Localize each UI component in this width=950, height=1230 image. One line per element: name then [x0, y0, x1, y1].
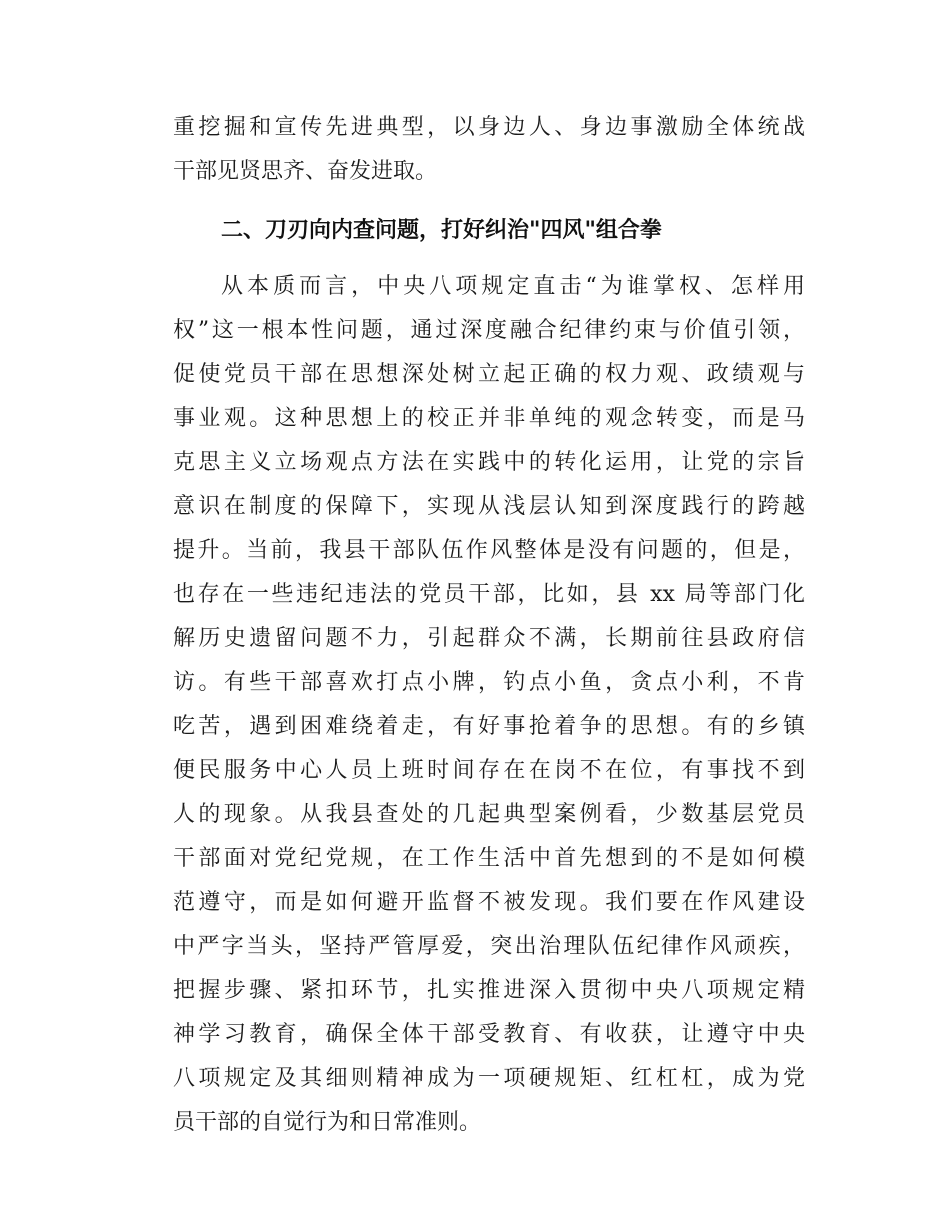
paragraph-line-16: 中严字当头，坚持严管厚爱，突出治理队伍纪律作风顽疾， [173, 934, 805, 959]
paragraph-line-1: 从本质而言，中央八项规定直击“为谁掌权、怎样用 [221, 274, 805, 299]
paragraph-line-12: 便民服务中心人员上班时间存在在岗不在位，有事找不到 [173, 758, 805, 783]
paragraph-line-6: 意识在制度的保障下，实现从浅层认知到深度践行的跨越 [173, 494, 805, 519]
paragraph-line-2: 权”这一根本性问题，通过深度融合纪律约束与价值引领， [173, 318, 805, 343]
paragraph-line-3: 促使党员干部在思想深处树立起正确的权力观、政绩观与 [173, 362, 805, 387]
paragraph-line-18: 神学习教育，确保全体干部受教育、有收获，让遵守中央 [173, 1022, 805, 1047]
paragraph-line-9: 解历史遗留问题不力，引起群众不满，长期前往县政府信 [173, 626, 805, 651]
paragraph-line-19: 八项规定及其细则精神成为一项硬规矩、红杠杠，成为党 [173, 1066, 805, 1091]
paragraph-line-7: 提升。当前，我县干部队伍作风整体是没有问题的，但是， [173, 538, 805, 563]
paragraph-line-4: 事业观。这种思想上的校正并非单纯的观念转变，而是马 [173, 406, 805, 431]
paragraph-line-17: 把握步骤、紧扣环节，扎实推进深入贯彻中央八项规定精 [173, 978, 805, 1003]
paragraph-line-14: 干部面对党纪党规，在工作生活中首先想到的不是如何模 [173, 846, 805, 871]
paragraph-line-8: 也存在一些违纪违法的党员干部，比如，县 xx 局等部门化 [173, 582, 805, 607]
intro-line-1: 重挖掘和宣传先进典型，以身边人、身边事激励全体统战 [173, 115, 805, 140]
paragraph-line-13: 人的现象。从我县查处的几起典型案例看，少数基层党员 [173, 802, 805, 827]
paragraph-line-11: 吃苦，遇到困难绕着走，有好事抢着争的思想。有的乡镇 [173, 714, 805, 739]
paragraph-line-10: 访。有些干部喜欢打点小牌，钓点小鱼，贪点小利，不肯 [173, 670, 805, 695]
paragraph-line-20: 员干部的自觉行为和日常准则。 [173, 1110, 482, 1135]
section-heading: 二、刀刃向内查问题，打好纠治"四风"组合拳 [221, 218, 662, 243]
paragraph-line-15: 范遵守，而是如何避开监督不被发现。我们要在作风建设 [173, 890, 805, 915]
intro-line-2: 干部见贤思齐、奋发进取。 [173, 159, 438, 184]
paragraph-line-5: 克思主义立场观点方法在实践中的转化运用，让党的宗旨 [173, 450, 805, 475]
